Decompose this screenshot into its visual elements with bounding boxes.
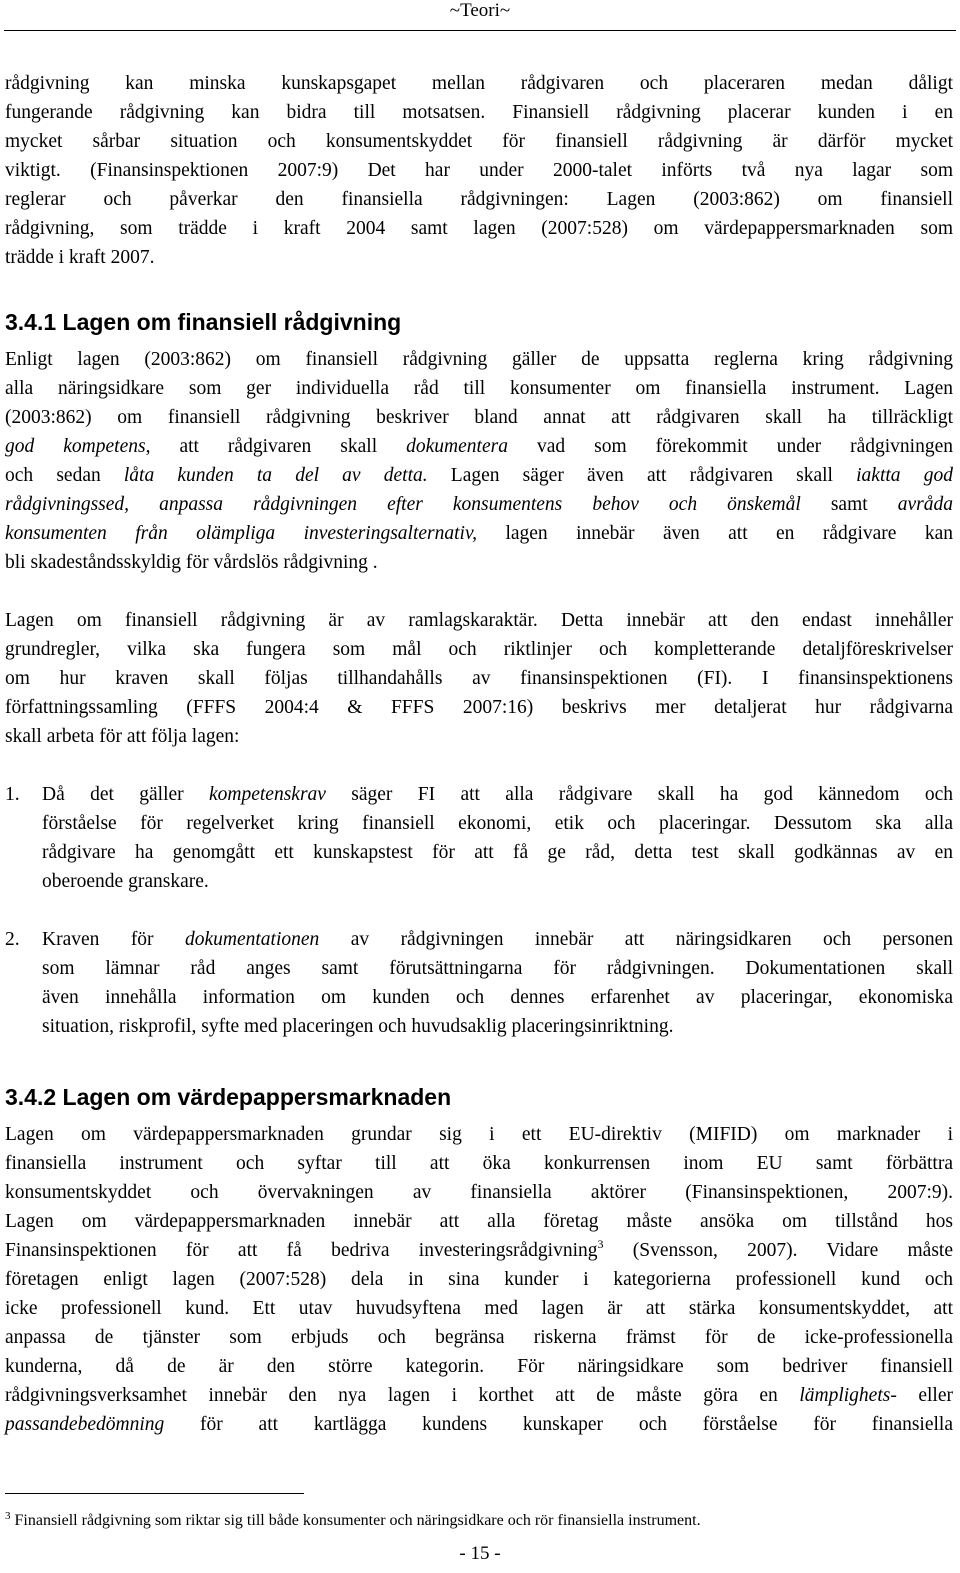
section-heading-3-4-1: 3.4.1 Lagen om finansiell rådgivning <box>5 309 402 335</box>
emphasis: rådgivningssed, anpassa rådgivningen efter konsumentens behov och önskemål <box>5 494 801 515</box>
text-line: mycket sårbar situation och konsumentskyddet för finansiell rådgivning är därför mycket <box>5 131 953 152</box>
emphasis: kompetenskrav <box>208 784 326 805</box>
text-line: Lagen om värdepappersmarknaden grundar sig i ett EU-direktiv (MIFID) om marknader i <box>5 1124 953 1145</box>
emphasis: avråda <box>897 494 953 515</box>
text-line: viktigt. (Finansinspektionen 2007:9) Det har under 2000-talet införts två nya lagar som <box>5 160 953 181</box>
emphasis: god kompetens <box>5 436 146 457</box>
running-header: ~Teori~ <box>449 0 511 21</box>
text-line: förståelse för regelverket kring finansiell ekonomi, etik och placeringar. Dessutom ska alla <box>42 813 953 834</box>
list-number: 2. <box>5 929 20 950</box>
text-line: skall arbeta för att följa lagen: <box>5 726 240 747</box>
section-3-4-1-paragraph-1 <box>5 345 953 577</box>
list-item <box>5 925 953 1041</box>
text-run: rådgivningsverksamhet innebär den nya lagen i korthet att de måste göra en <box>5 1385 800 1406</box>
header-divider <box>4 30 956 31</box>
text-line: fungerande rådgivning kan bidra till motsatsen. Finansiell rådgivning placerar kunden i en <box>5 102 953 123</box>
section-heading-3-4-2: 3.4.2 Lagen om värdepappersmarknaden <box>5 1084 452 1110</box>
text-run: Då det gäller <box>42 784 209 805</box>
text-line: bli skadeståndsskyldig för vårdslös rådgivning . <box>5 552 378 573</box>
emphasis: iaktta god <box>856 465 953 486</box>
text-line <box>5 1381 953 1410</box>
text-run: vad som förekommit under rådgivningen <box>507 436 953 457</box>
text-run: Kraven för <box>42 929 185 950</box>
section-3-4-2-paragraph-1 <box>5 1120 953 1439</box>
text-run: lagen innebär även att en rådgivare kan <box>477 523 953 544</box>
text-line: företagen enligt lagen (2007:528) dela in sina kunder i kategorierna professionell kund och <box>5 1269 953 1290</box>
text-line <box>5 432 953 461</box>
text-line: även innehålla information om kunden och dennes erfarenhet av placeringar, ekonomiska <box>42 987 953 1008</box>
text-line: oberoende granskare. <box>42 871 209 892</box>
text-line: alla näringsidkare som ger individuella råd till konsumenter om finansiella instrument. Lagen <box>5 378 953 399</box>
text-line <box>5 1410 953 1439</box>
emphasis: dokumentationen <box>184 929 320 950</box>
emphasis: lämplighets- <box>799 1385 897 1406</box>
text-line <box>5 1236 953 1265</box>
page-content <box>5 69 953 1439</box>
text-run: (Svensson, 2007). Vidare måste <box>603 1240 953 1261</box>
footnote-text: Finansiell rådgivning som riktar sig till både konsumenter och näringsidkare och rör finansiella instrument. <box>14 1512 701 1529</box>
text-line <box>5 490 953 519</box>
text-line: rådgivning kan minska kunskapsgapet mellan rådgivaren och placeraren medan dåligt <box>5 73 953 94</box>
emphasis: passandebedömning <box>5 1414 165 1435</box>
text-line <box>42 925 953 954</box>
text-line: finansiella instrument och syftar till att öka konkurrensen inom EU samt förbättra <box>5 1153 953 1174</box>
text-run: eller <box>896 1385 953 1406</box>
text-line: (2003:862) om finansiell rådgivning beskriver bland annat att rådgivaren skall ha tillräckligt <box>5 407 953 428</box>
text-line <box>5 519 953 548</box>
text-run: för att kartlägga kundens kunskaper och förståelse för finansiella <box>164 1414 953 1435</box>
intro-paragraph <box>5 69 953 272</box>
page-number: - 15 - <box>459 1543 501 1564</box>
text-run: av rådgivningen innebär att näringsidkaren och personen <box>319 929 953 950</box>
text-line: Enligt lagen (2003:862) om finansiell rådgivning gäller de uppsatta reglerna kring rådgivning <box>5 349 953 370</box>
text-line: författningssamling (FFFS 2004:4 & FFFS 2007:16) beskrivs mer detaljerat hur rådgivarna <box>5 697 953 718</box>
text-line: kunderna, då de är den större kategorin. För näringsidkare som bedriver finansiell <box>5 1356 953 1377</box>
text-line: som lämnar råd anges samt förutsättningarna för rådgivningen. Dokumentationen skall <box>42 958 953 979</box>
text-run: och sedan <box>5 465 124 486</box>
emphasis: dokumentera <box>406 436 508 457</box>
emphasis: konsumenten från olämpliga investeringsalternativ, <box>5 523 478 544</box>
footnote-marker: 3 <box>5 1510 11 1522</box>
text-line: Lagen om finansiell rådgivning är av ramlagskaraktär. Detta innebär att den endast innehåller <box>5 610 953 631</box>
text-line: icke professionell kund. Ett utav huvudsyftena med lagen är att stärka konsumentskyddet, att <box>5 1298 953 1319</box>
text-line: situation, riskprofil, syfte med placeringen och huvudsaklig placeringsinriktning. <box>42 1016 674 1037</box>
text-line: konsumentskyddet och övervakningen av finansiella aktörer (Finansinspektionen, 2007:9). <box>5 1182 953 1203</box>
list-item <box>5 780 953 896</box>
footnote-reference[interactable]: 3 <box>597 1237 604 1251</box>
text-line: trädde i kraft 2007. <box>5 247 155 268</box>
text-line: anpassa de tjänster som erbjuds och begränsa riskerna främst för de icke-professionella <box>5 1327 953 1348</box>
text-line <box>42 780 953 809</box>
footnote-divider <box>5 1493 304 1494</box>
text-line: om hur kraven skall följas tillhandahålls av finansinspektionen (FI). I finansinspektionens <box>5 668 953 689</box>
text-run: Lagen säger även att rådgivaren skall <box>427 465 857 486</box>
text-line: Lagen om värdepappersmarknaden innebär att alla företag måste ansöka om tillstånd hos <box>5 1211 953 1232</box>
section-3-4-1-paragraph-2 <box>5 606 953 751</box>
list-number: 1. <box>5 784 20 805</box>
text-line: reglerar och påverkar den finansiella rådgivningen: Lagen (2003:862) om finansiell <box>5 189 953 210</box>
text-line <box>5 461 953 490</box>
text-line: rådgivning, som trädde i kraft 2004 samt lagen (2007:528) om värdepappersmarknaden som <box>5 218 953 239</box>
text-run: säger FI att alla rådgivare skall ha god kännedom och <box>325 784 953 805</box>
text-line: grundregler, vilka ska fungera som mål och riktlinjer och kompletterande detaljföreskrivelser <box>5 639 953 660</box>
text-run: Finansinspektionen för att få bedriva investeringsrådgivning <box>5 1240 598 1261</box>
footnote <box>5 1506 953 1531</box>
text-run: , att rådgivaren skall <box>145 436 407 457</box>
text-line: rådgivare ha genomgått ett kunskapstest för att få ge råd, detta test skall godkännas av en <box>42 842 953 863</box>
text-run: samt <box>800 494 898 515</box>
requirements-list <box>5 780 953 1041</box>
emphasis: låta kunden ta del av detta. <box>123 465 428 486</box>
